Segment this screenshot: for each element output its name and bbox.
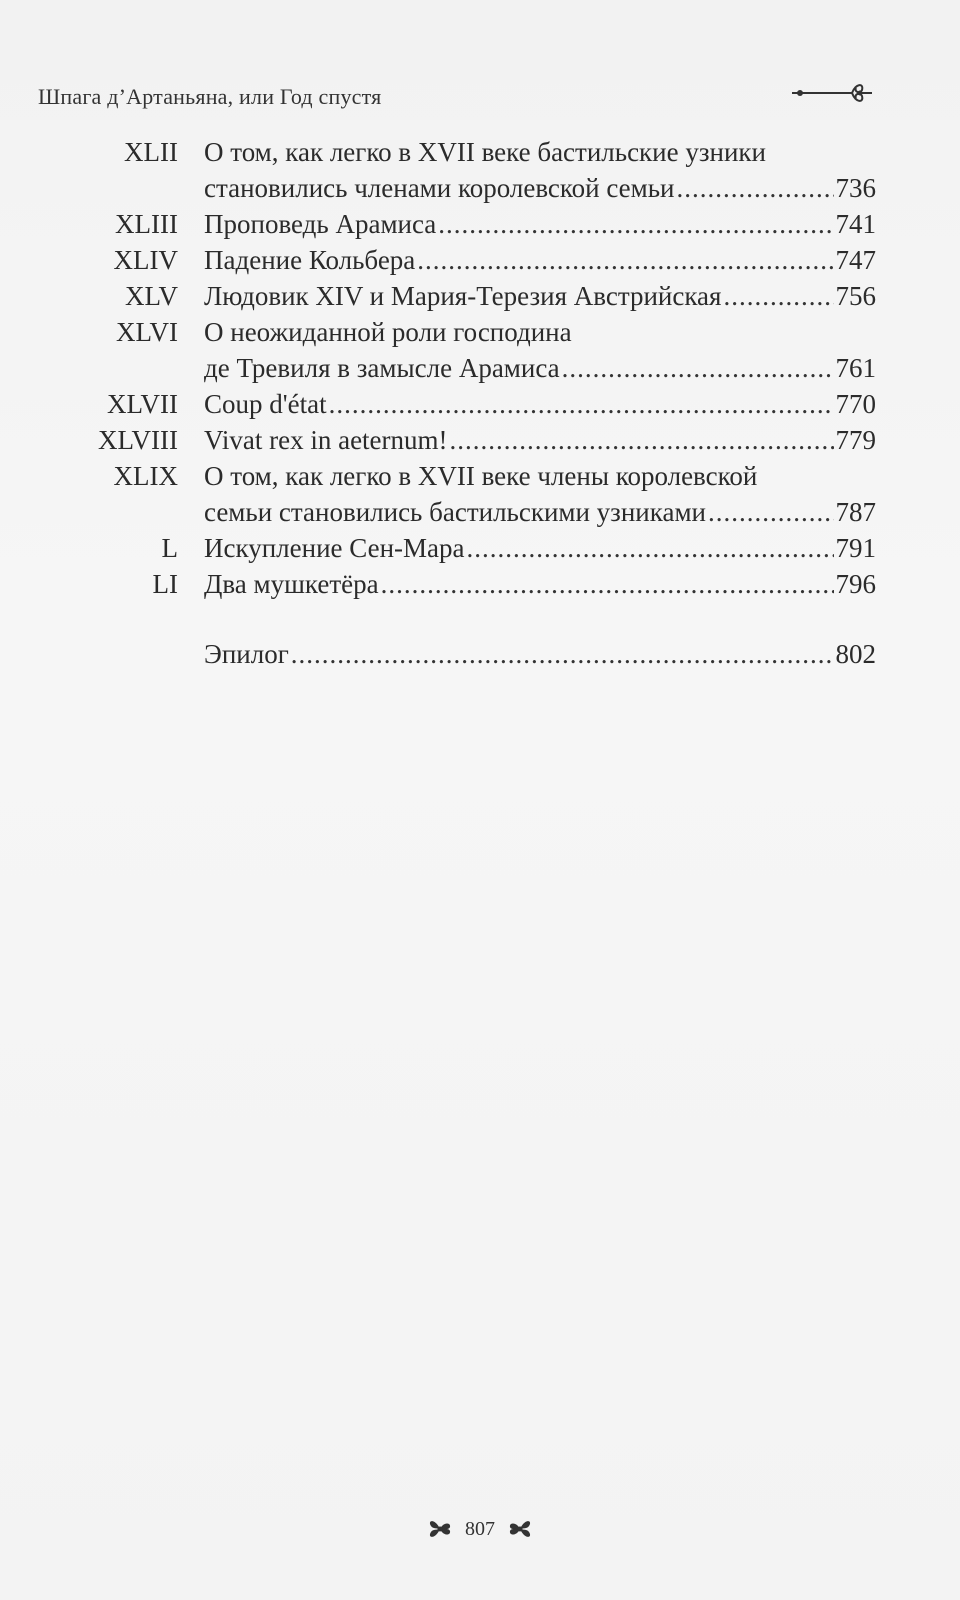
- chapter-number: XLIV: [113, 245, 178, 275]
- chapter-title-block: [204, 386, 876, 422]
- page-reference: 756: [835, 281, 876, 311]
- chapter-title-block: [204, 242, 876, 278]
- dot-leader: [562, 350, 834, 386]
- toc-line: [204, 314, 876, 350]
- toc-line: [204, 206, 876, 242]
- page-reference: 802: [835, 639, 876, 669]
- chapter-title-text: семьи становились бастильскими узниками: [204, 497, 706, 527]
- page-number: 807: [465, 1517, 495, 1540]
- dot-leader: [381, 566, 834, 602]
- toc-spacer: [0, 602, 960, 636]
- chapter-title-block: [204, 206, 876, 242]
- chapter-title-text: Coup d'état: [204, 389, 327, 419]
- dot-leader: [291, 636, 834, 672]
- chapter-number: LI: [152, 569, 178, 599]
- toc-entry[interactable]: [0, 134, 960, 206]
- toc-entry[interactable]: [0, 242, 960, 278]
- chapter-title-text: О том, как легко в XVII веке члены королевской: [204, 461, 758, 491]
- chapter-title-text: Падение Кольбера: [204, 245, 416, 275]
- chapter-title-block: [204, 422, 876, 458]
- dot-leader: [329, 386, 834, 422]
- chapter-title-text: О неожиданной роли господина: [204, 317, 572, 347]
- dot-leader: [438, 206, 833, 242]
- chapter-title-text: Vivat rex in aeternum!: [204, 425, 448, 455]
- toc-line: [204, 350, 876, 386]
- page-reference: 779: [835, 425, 876, 455]
- toc-entry[interactable]: [0, 566, 960, 602]
- toc-line: [204, 566, 876, 602]
- toc-line: [204, 422, 876, 458]
- toc-line: [204, 458, 876, 494]
- chapter-number: XLVI: [115, 317, 178, 347]
- chapter-number: XLV: [124, 281, 178, 311]
- chapter-title-text: Два мушкетёра: [204, 569, 379, 599]
- chapter-title-text: Людовик XIV и Мария-Терезия Австрийская: [204, 281, 722, 311]
- flourish-ornament-icon: [790, 78, 874, 108]
- toc-entry[interactable]: [0, 278, 960, 314]
- toc-entry[interactable]: [0, 422, 960, 458]
- page-footer: [0, 1516, 960, 1542]
- page-reference: 770: [835, 389, 876, 419]
- page-reference: 761: [835, 353, 876, 383]
- fleuron-right-icon: [505, 1516, 535, 1542]
- dot-leader: [676, 170, 833, 206]
- toc-entry[interactable]: [0, 458, 960, 530]
- toc-line: [204, 278, 876, 314]
- chapter-title-block: [204, 566, 876, 602]
- chapter-title-text: О том, как легко в XVII веке бастильские узники: [204, 137, 766, 167]
- chapter-title-block: [204, 530, 876, 566]
- toc-entry[interactable]: [0, 386, 960, 422]
- toc-line: [204, 134, 876, 170]
- toc-entry[interactable]: [0, 530, 960, 566]
- toc-line: [204, 170, 876, 206]
- chapter-title-block: [204, 314, 876, 386]
- chapter-title-block: [204, 278, 876, 314]
- fleuron-left-icon: [425, 1516, 455, 1542]
- chapter-title-block: [204, 134, 876, 206]
- page-reference: 791: [835, 533, 876, 563]
- chapter-title-text: Эпилог: [204, 639, 289, 669]
- chapter-number: XLII: [124, 137, 178, 167]
- dot-leader: [723, 278, 833, 314]
- dot-leader: [467, 530, 834, 566]
- chapter-number: L: [161, 533, 178, 563]
- toc-line: [204, 242, 876, 278]
- toc-line: [204, 636, 876, 672]
- dot-leader: [417, 242, 833, 278]
- dot-leader: [708, 494, 834, 530]
- chapter-title-text: де Тревиля в замысле Арамиса: [204, 353, 560, 383]
- chapter-title-text: Искупление Сен-Мара: [204, 533, 465, 563]
- chapter-number: XLIII: [115, 209, 178, 239]
- chapter-number: XLVIII: [98, 425, 178, 455]
- page-reference: 787: [835, 497, 876, 527]
- table-of-contents: [0, 134, 960, 672]
- toc-line: [204, 530, 876, 566]
- toc-entry[interactable]: [0, 206, 960, 242]
- toc-entry[interactable]: [0, 636, 960, 672]
- dot-leader: [450, 422, 834, 458]
- chapter-title-text: Проповедь Арамиса: [204, 209, 437, 239]
- chapter-number: XLVII: [107, 389, 178, 419]
- page-reference: 741: [835, 209, 876, 239]
- running-head: Шпага д’Артаньяна, или Год спустя: [38, 84, 382, 109]
- page-reference: 796: [835, 569, 876, 599]
- chapter-title-text: становились членами королевской семьи: [204, 173, 675, 203]
- toc-line: [204, 386, 876, 422]
- toc-entry[interactable]: [0, 314, 960, 386]
- chapter-title-block: [204, 636, 876, 672]
- chapter-title-block: [204, 458, 876, 530]
- page-reference: 736: [835, 173, 876, 203]
- toc-line: [204, 494, 876, 530]
- chapter-number: XLIX: [113, 461, 178, 491]
- page-reference: 747: [835, 245, 876, 275]
